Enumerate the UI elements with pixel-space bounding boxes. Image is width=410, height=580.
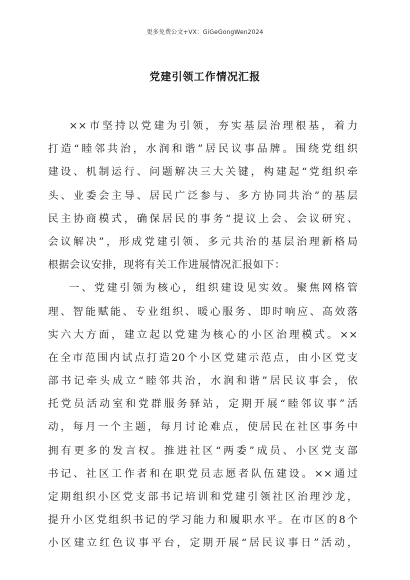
body-line: 打造“睦邻共治，水润和谐”居民议事品牌。围绕党组织 (48, 143, 358, 156)
body-line: 头、业委会主导、居民广泛参与、多方协同共治”的基层 (48, 189, 358, 202)
body-line: 小区建立红色议事平台，定期开展“居民议事日”活动， (48, 537, 358, 550)
body-line: 在全市范围内试点打造20个小区党建示范点，由小区党支 (48, 351, 358, 364)
body-line: 提升小区党组织书记的学习能力和履职水平。在市区的8个 (48, 514, 358, 527)
body-line: 定期组织小区党支部书记培训和党建引领社区治理沙龙， (48, 491, 358, 503)
body-line: 会议解决”，形成党建引领、多元共治的基层治理新格局 (48, 235, 358, 248)
body-line: 拥有更多的发言权。推进社区“两委”成员、小区党支部 (48, 444, 358, 457)
body-line: 建设、机制运行、问题解决三大关键，构建起“党组织牵 (48, 166, 358, 179)
document-title: 党建引领工作情况汇报 (149, 71, 261, 83)
body-line: 书记、社区工作者和在职党员志愿者队伍建设。××通过 (48, 467, 358, 480)
body-line: 动，每月一个主题，每月讨论难点，使居民在社区事务中 (48, 421, 358, 434)
body-line: 理、智能赋能、专业组织、暖心服务、即时响应、高效落 (48, 305, 358, 318)
body-line: ××市坚持以党建为引领，夯实基层治理根基，着力 (69, 120, 358, 132)
header-note: 更多免费公文+VX：GiGeGongWen2024 (146, 29, 264, 36)
body-line: 部书记牵头成立“睦邻共治，水润和谐”居民议事会，依 (48, 375, 358, 388)
body-line: 民主协商模式，确保居民的事务“提议上会、会议研究、 (48, 212, 358, 225)
body-line: 一、党建引领为核心，组织建设见实效。聚焦网格管 (69, 282, 358, 295)
body-line: 实六大方面，建立起以党建为核心的小区治理模式。×× (48, 328, 358, 341)
document-body (48, 115, 358, 556)
body-line: 托党员活动室和党群服务驿站，定期开展“睦邻议事”活 (48, 398, 358, 411)
body-line: 根据会议安排，现将有关工作进展情况汇报如下： (48, 259, 286, 272)
